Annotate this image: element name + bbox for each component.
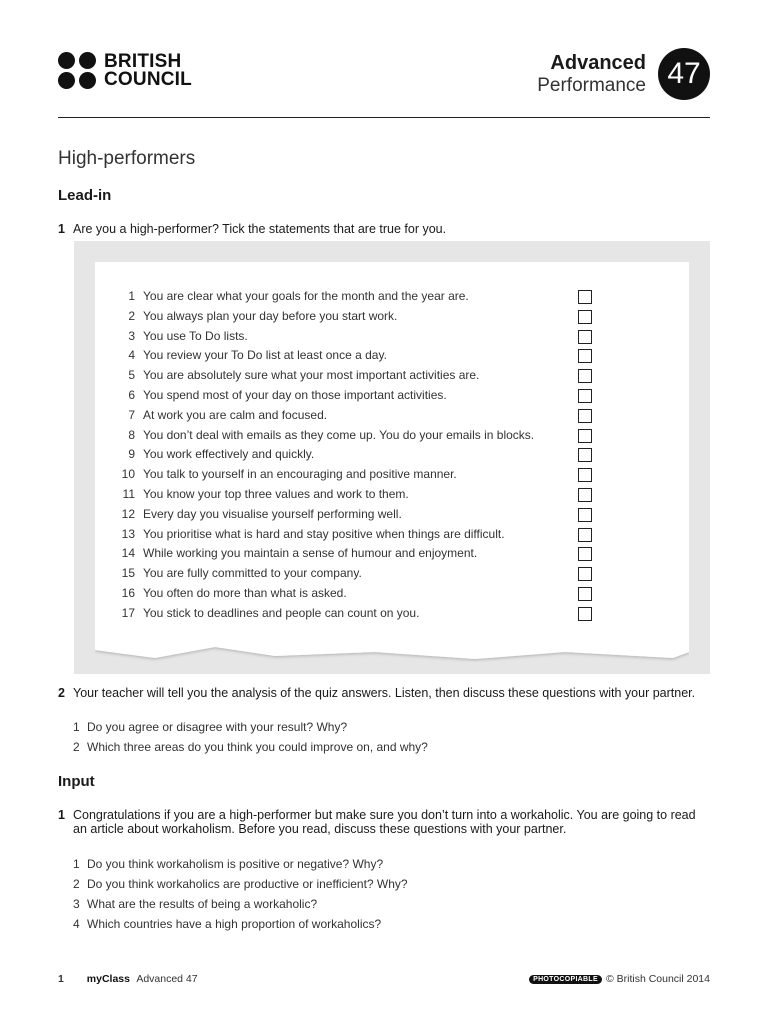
logo-line1: BRITISH xyxy=(104,50,182,72)
statement-list xyxy=(95,287,689,624)
statement-text: You review your To Do list at least once a day. xyxy=(143,348,387,363)
tick-checkbox[interactable] xyxy=(578,528,592,542)
tick-checkbox[interactable] xyxy=(578,488,592,502)
question-item xyxy=(73,874,710,894)
footer-right xyxy=(529,973,710,985)
statement-row xyxy=(95,505,689,525)
tick-checkbox[interactable] xyxy=(578,369,592,383)
question-item xyxy=(73,737,710,757)
tick-checkbox[interactable] xyxy=(578,448,592,462)
leadin-heading: Lead-in xyxy=(58,187,112,204)
statement-number: 12 xyxy=(121,506,135,521)
statement-number: 3 xyxy=(128,328,135,343)
statement-text: You talk to yourself in an encouraging and positive manner. xyxy=(143,467,457,482)
question-number: 4 xyxy=(73,917,80,931)
photocopiable-stamp: PHOTOCOPIABLE xyxy=(529,975,602,984)
statement-text: You use To Do lists. xyxy=(143,328,248,343)
statement-text: You always plan your day before you start work. xyxy=(143,308,398,323)
task-number: 2 xyxy=(58,686,65,700)
question-number: 2 xyxy=(73,740,80,754)
statement-number: 1 xyxy=(128,289,135,303)
question-number: 3 xyxy=(73,897,80,911)
lesson-number-badge: 47 xyxy=(658,48,710,100)
input-questions xyxy=(73,854,710,934)
statement-row xyxy=(95,525,689,545)
statement-number: 13 xyxy=(121,526,135,541)
statement-number: 5 xyxy=(128,368,135,383)
statement-text: You don’t deal with emails as they come up. You do your emails in blocks. xyxy=(143,427,535,442)
tick-checkbox[interactable] xyxy=(578,310,592,324)
level-block xyxy=(537,51,646,97)
statement-text: At work you are calm and focused. xyxy=(143,407,328,422)
statement-row xyxy=(95,485,689,505)
question-text: Do you agree or disagree with your result? Why? xyxy=(87,720,348,734)
statement-row xyxy=(95,426,689,446)
logo-dots-icon xyxy=(58,52,97,89)
question-item xyxy=(73,854,710,874)
statement-number: 9 xyxy=(128,447,135,462)
statement-row xyxy=(95,287,689,307)
statement-number: 15 xyxy=(121,566,135,581)
task-number: 1 xyxy=(58,222,65,236)
question-text: Do you think workaholics are productive or inefficient? Why? xyxy=(87,877,408,891)
tick-checkbox[interactable] xyxy=(578,587,592,601)
tick-checkbox[interactable] xyxy=(578,389,592,403)
tick-checkbox[interactable] xyxy=(578,607,592,621)
task-number: 1 xyxy=(58,808,65,822)
statement-row xyxy=(95,465,689,485)
tick-checkbox[interactable] xyxy=(578,567,592,581)
question-number: 1 xyxy=(73,720,80,734)
page-title: High-performers xyxy=(58,148,196,169)
statement-row xyxy=(95,366,689,386)
quiz-card xyxy=(95,262,689,662)
level-title: Advanced xyxy=(550,52,646,74)
question-item xyxy=(73,717,710,737)
input-heading: Input xyxy=(58,773,95,790)
statement-row xyxy=(95,584,689,604)
tick-checkbox[interactable] xyxy=(578,468,592,482)
leadin-task1 xyxy=(58,222,710,236)
statement-row xyxy=(95,307,689,327)
statement-text: While working you maintain a sense of humour and enjoyment. xyxy=(143,546,478,561)
statement-row xyxy=(95,604,689,624)
footer-edition: Advanced 47 xyxy=(136,973,198,985)
tick-checkbox[interactable] xyxy=(578,429,592,443)
statement-text: You are fully committed to your company. xyxy=(143,566,362,581)
topic-title: Performance xyxy=(537,75,646,96)
question-text: Which three areas do you think you could improve on, and why? xyxy=(87,740,428,754)
statement-row xyxy=(95,406,689,426)
tick-checkbox[interactable] xyxy=(578,349,592,363)
question-item xyxy=(73,914,710,934)
question-text: Do you think workaholism is positive or negative? Why? xyxy=(87,857,384,871)
statement-text: You prioritise what is hard and stay positive when things are difficult. xyxy=(143,526,505,541)
lesson-header xyxy=(537,48,710,100)
question-item xyxy=(73,894,710,914)
tick-checkbox[interactable] xyxy=(578,290,592,304)
header-divider xyxy=(58,117,710,118)
statement-number: 7 xyxy=(128,407,135,422)
statement-row xyxy=(95,445,689,465)
statement-text: You often do more than what is asked. xyxy=(143,585,347,600)
logo-line2: COUNCIL xyxy=(104,68,192,90)
statement-row xyxy=(95,327,689,347)
task-text: Congratulations if you are a high-performer but make sure you don’t turn into a workaholic. You are going to read an article about workaholism. Before you read, discuss these questions with your partner. xyxy=(73,808,696,836)
logo-text xyxy=(104,50,192,90)
task-text: Are you a high-performer? Tick the statements that are true for you. xyxy=(73,222,447,236)
input-task1 xyxy=(58,808,710,836)
statement-text: You know your top three values and work to them. xyxy=(143,486,409,501)
statement-number: 4 xyxy=(128,348,135,363)
page-number: 1 xyxy=(58,973,64,985)
statement-text: You stick to deadlines and people can count on you. xyxy=(143,605,420,620)
statement-number: 17 xyxy=(121,605,135,620)
copyright: © British Council 2014 xyxy=(605,973,710,985)
question-number: 1 xyxy=(73,857,80,871)
tick-checkbox[interactable] xyxy=(578,330,592,344)
statement-row xyxy=(95,346,689,366)
statement-text: You are absolutely sure what your most important activities are. xyxy=(143,368,480,383)
statement-text: You spend most of your day on those important activities. xyxy=(143,387,447,402)
footer-brand: myClass xyxy=(86,973,130,985)
leadin-questions xyxy=(73,717,710,757)
tick-checkbox[interactable] xyxy=(578,547,592,561)
statement-text: Every day you visualise yourself performing well. xyxy=(143,506,402,521)
statement-row xyxy=(95,386,689,406)
statement-text: You work effectively and quickly. xyxy=(143,447,315,462)
task-text: Your teacher will tell you the analysis of the quiz answers. Listen, then discuss these questions with your partner. xyxy=(73,686,696,700)
statement-text: You are clear what your goals for the month and the year are. xyxy=(143,289,469,303)
question-number: 2 xyxy=(73,877,80,891)
footer-left xyxy=(58,973,198,985)
statement-number: 16 xyxy=(121,585,135,600)
statement-number: 8 xyxy=(128,427,135,442)
leadin-task2 xyxy=(58,686,710,700)
question-text: What are the results of being a workaholic? xyxy=(87,897,318,911)
statement-number: 2 xyxy=(128,308,135,323)
statement-number: 14 xyxy=(121,546,135,561)
british-council-logo xyxy=(58,52,192,89)
statement-row xyxy=(95,544,689,564)
statement-number: 10 xyxy=(121,467,135,482)
statement-number: 6 xyxy=(128,387,135,402)
tick-checkbox[interactable] xyxy=(578,508,592,522)
statement-number: 11 xyxy=(122,486,135,501)
question-text: Which countries have a high proportion of workaholics? xyxy=(87,917,382,931)
statement-row xyxy=(95,564,689,584)
tick-checkbox[interactable] xyxy=(578,409,592,423)
